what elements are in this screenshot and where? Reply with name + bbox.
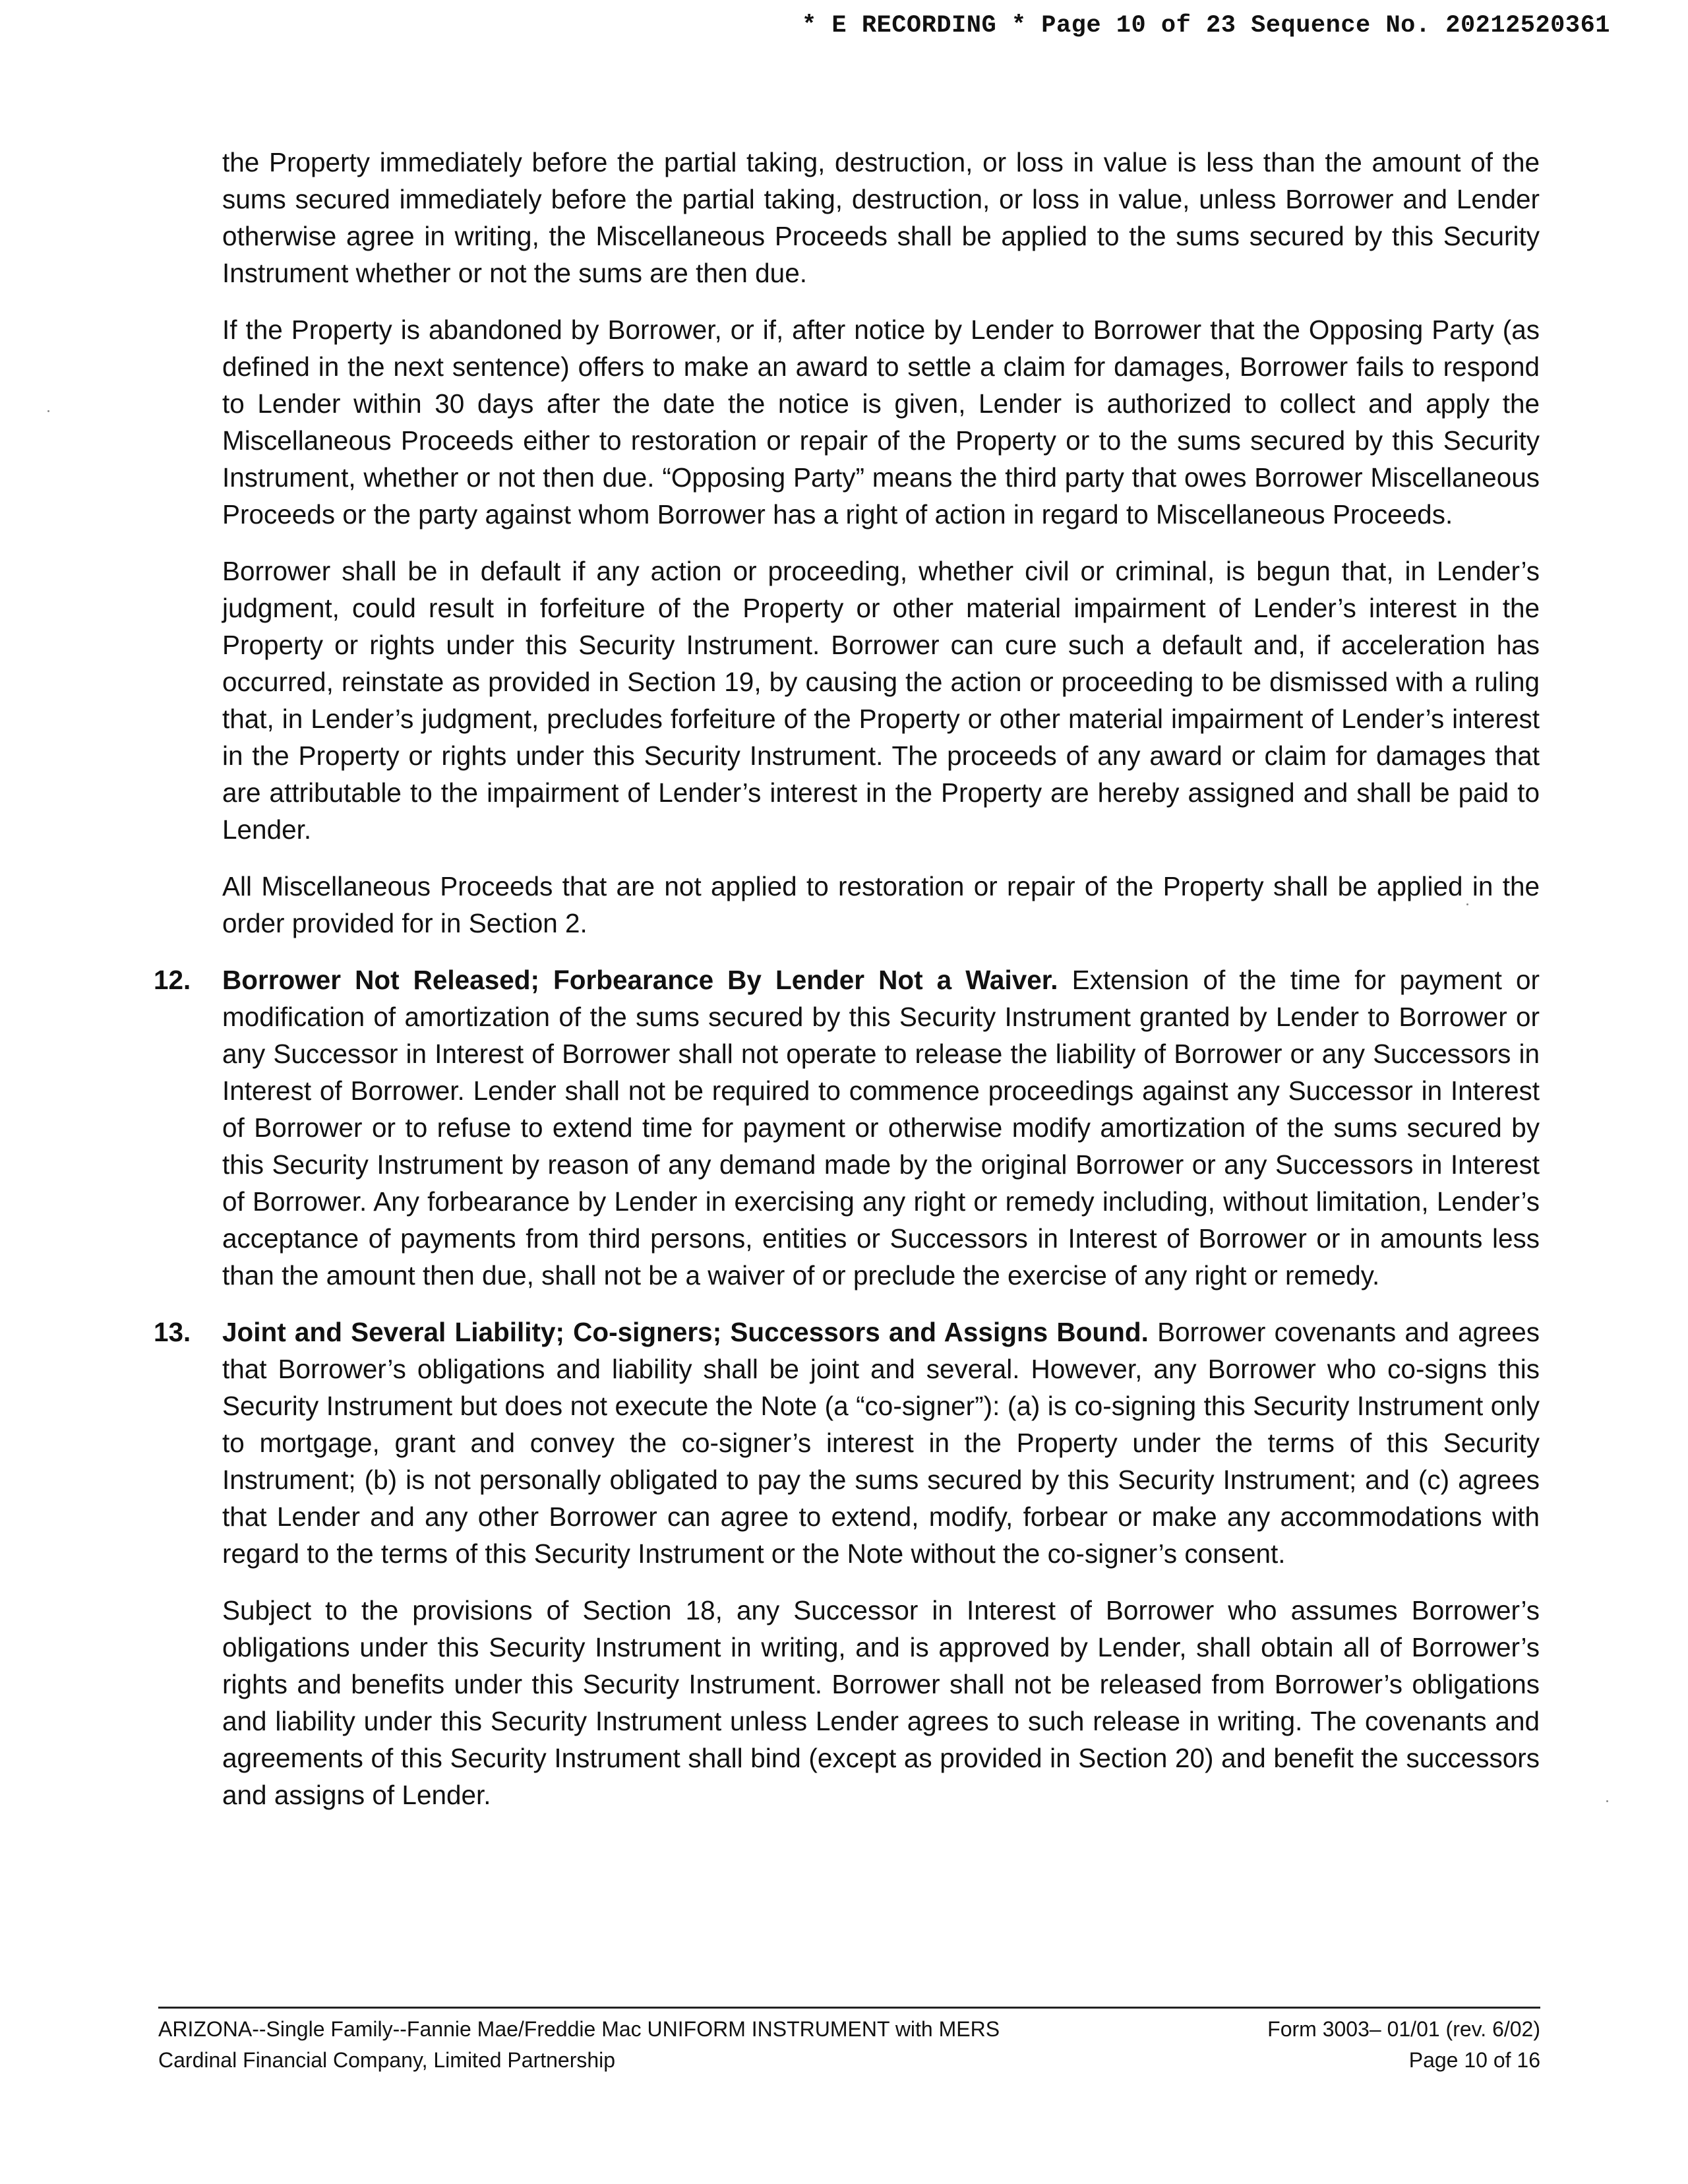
scan-speck	[1466, 903, 1468, 905]
paragraph-partial-taking: the Property immediately before the partial taking, destruction, or loss in value is less than the amount of the sums secured immediately before the partial taking, destruction, or loss in value, unless Borrower and Lender otherwise agree in writing, the Miscellaneous Proceeds shall be applied to the sums secured by this Security Instrument whether or not the sums are then due.	[222, 147, 1540, 288]
section-12-heading: Borrower Not Released; Forbearance By Lender Not a Waiver.	[222, 965, 1058, 995]
section-12-body	[222, 961, 1540, 1294]
footer-company: Cardinal Financial Company, Limited Partnership	[158, 2048, 616, 2072]
footer-page-number: Page 10 of 16	[1408, 2048, 1540, 2072]
section-12-number: 12.	[154, 965, 191, 995]
footer-row-bottom	[158, 2045, 1540, 2076]
section-13-text: Borrower covenants and agrees that Borrower’s obligations and liability shall be joint and several. However, any Borrower who co-signs this Security Instrument but does not execute the Note (a “co-signer”): (a) is co-signing this Security Instrument only to mortgage, grant and convey the co-signer’s interest in the Property under the terms of this Security Instrument; (b) is not personally obligated to pay the sums secured by this Security Instrument; and (c) agrees that Lender and any other Borrower can agree to extend, modify, forbear or make any accommodations with regard to the terms of this Security Instrument or the Note without the co-signer’s consent.	[222, 1317, 1540, 1569]
scan-speck	[1606, 1800, 1608, 1802]
document-body	[154, 144, 1540, 1833]
section-12	[154, 961, 1540, 1294]
footer-row-top	[158, 2014, 1540, 2045]
footer-form-description: ARIZONA--Single Family--Fannie Mae/Freddie Mac UNIFORM INSTRUMENT with MERS	[158, 2017, 1000, 2041]
paragraph-borrower-default: Borrower shall be in default if any action or proceeding, whether civil or criminal, is begun that, in Lender’s judgment, could result in forfeiture of the Property or other material impairment of Lender’s interest in the Property or rights under this Security Instrument. Borrower can cure such a default and, if acceleration has occurred, reinstate as provided in Section 19, by causing the action or proceeding to be dismissed with a ruling that, in Lender’s judgment, precludes forfeiture of the Property or other material impairment of Lender’s interest in the Property or rights under this Security Instrument. The proceeds of any award or claim for damages that are attributable to the impairment of Lender’s interest in the Property are hereby assigned and shall be paid to Lender.	[222, 556, 1540, 845]
section-12-text: Extension of the time for payment or modification of amortization of the sums secured by this Security Instrument granted by Lender to Borrower or any Successor in Interest of Borrower shall not operate to release the liability of Borrower or any Successors in Interest of Borrower. Lender shall not be required to commence proceedings against any Successor in Interest of Borrower or to refuse to extend time for payment or otherwise modify amortization of the sums secured by this Security Instrument by reason of any demand made by the original Borrower or any Successors in Interest of Borrower. Any forbearance by Lender in exercising any right or remedy including, without limitation, Lender’s acceptance of payments from third persons, entities or Successors in Interest of Borrower or in amounts less than the amount then due, shall not be a waiver of or preclude the exercise of any right or remedy.	[222, 965, 1540, 1290]
paragraph-successor-in-interest: Subject to the provisions of Section 18, any Successor in Interest of Borrower who assumes Borrower’s obligations under this Security Instrument in writing, and is approved by Lender, shall obtain all of Borrower’s rights and benefits under this Security Instrument. Borrower shall not be released from Borrower’s obligations and liability under this Security Instrument unless Lender agrees to such release in writing. The covenants and agreements of this Security Instrument shall bind (except as provided in Section 20) and benefit the successors and assigns of Lender.	[222, 1595, 1540, 1810]
paragraph-misc-proceeds-order: All Miscellaneous Proceeds that are not applied to restoration or repair of the Property shall be applied in the order provided for in Section 2.	[222, 871, 1540, 938]
footer-form-number: Form 3003– 01/01 (rev. 6/02)	[1267, 2017, 1540, 2041]
page-footer	[158, 2007, 1540, 2076]
section-13-heading: Joint and Several Liability; Co-signers; Successors and Assigns Bound.	[222, 1317, 1149, 1347]
recording-header: * E RECORDING * Page 10 of 23 Sequence No. 20212520361	[802, 12, 1610, 40]
section-13-body	[222, 1314, 1540, 1572]
section-13	[154, 1314, 1540, 1572]
paragraph-property-abandoned: If the Property is abandoned by Borrower, or if, after notice by Lender to Borrower that the Opposing Party (as defined in the next sentence) offers to make an award to settle a claim for damages, Borrower fails to respond to Lender within 30 days after the date the notice is given, Lender is authorized to collect and apply the Miscellaneous Proceeds either to restoration or repair of the Property or to the sums secured by this Security Instrument, whether or not then due. “Opposing Party” means the third party that owes Borrower Miscellaneous Proceeds or the party against whom Borrower has a right of action in regard to Miscellaneous Proceeds.	[222, 315, 1540, 530]
scan-speck	[47, 410, 49, 412]
section-13-number: 13.	[154, 1317, 191, 1347]
